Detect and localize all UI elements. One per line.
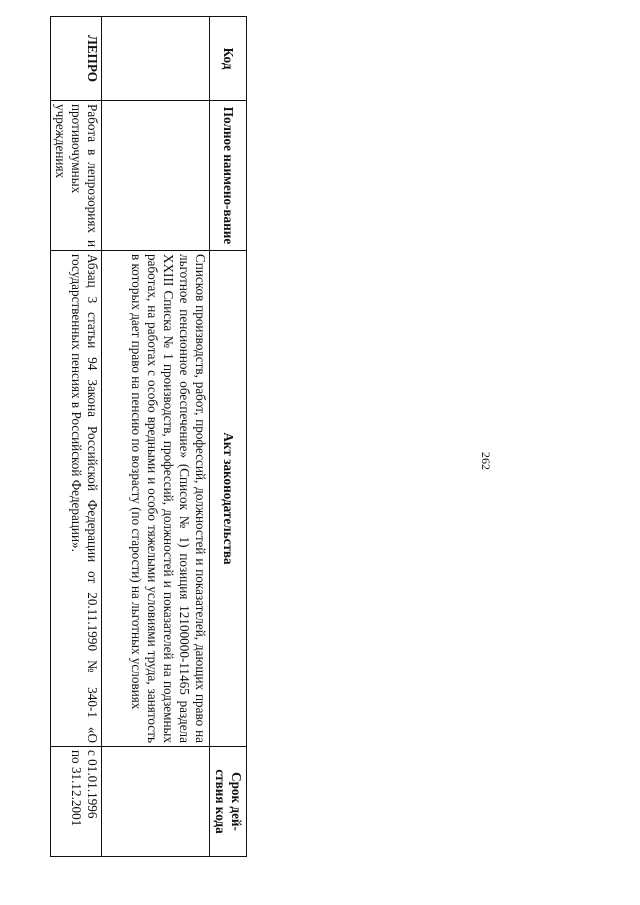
table-header-row [210,17,247,857]
term-cell [51,747,102,857]
term-to: по 31.12.2001 [69,750,84,827]
table-row [102,17,210,857]
term-cell [102,747,210,857]
code-cell: ЛЕПРО [51,17,102,101]
rotated-table-wrapper [53,16,247,856]
page-number: 262 [479,452,493,470]
header-code: Код [210,17,247,101]
header-term [210,747,247,857]
act-cell: Списков производств, работ, профессий, должностей и показателей, дающих право на льготное пенсионное обеспечение» (Список № 1) позиция 12100000-11465 раздела XXIII Списка № 1 производств, профессий, должностей и показателей на подземных работах, на работах с особо вредными и особо тяжелыми условиями труда, занятость в которых дает право на пенсию по возрасту (по старости) на льготных условиях [102,251,210,747]
act-cell: Абзац 3 статьи 94 Закона Российской Федерации от 20.11.1990 № 340-1 «О государственных пенсиях в Российской Федерации». [51,251,102,747]
full-name-cell [102,101,210,251]
table-row [51,17,102,857]
header-term-line1: Срок дей- [229,772,244,831]
term-from: с 01.01.1996 [85,750,100,819]
legislation-code-table [50,16,247,857]
header-term-line2: ствия кода [213,769,228,834]
header-full-name: Полное наимено-вание [210,101,247,251]
code-cell [102,17,210,101]
header-act: Акт законодательства [210,251,247,747]
full-name-cell: Работа в лепрозориях и противочумных учреждениях [51,101,102,251]
